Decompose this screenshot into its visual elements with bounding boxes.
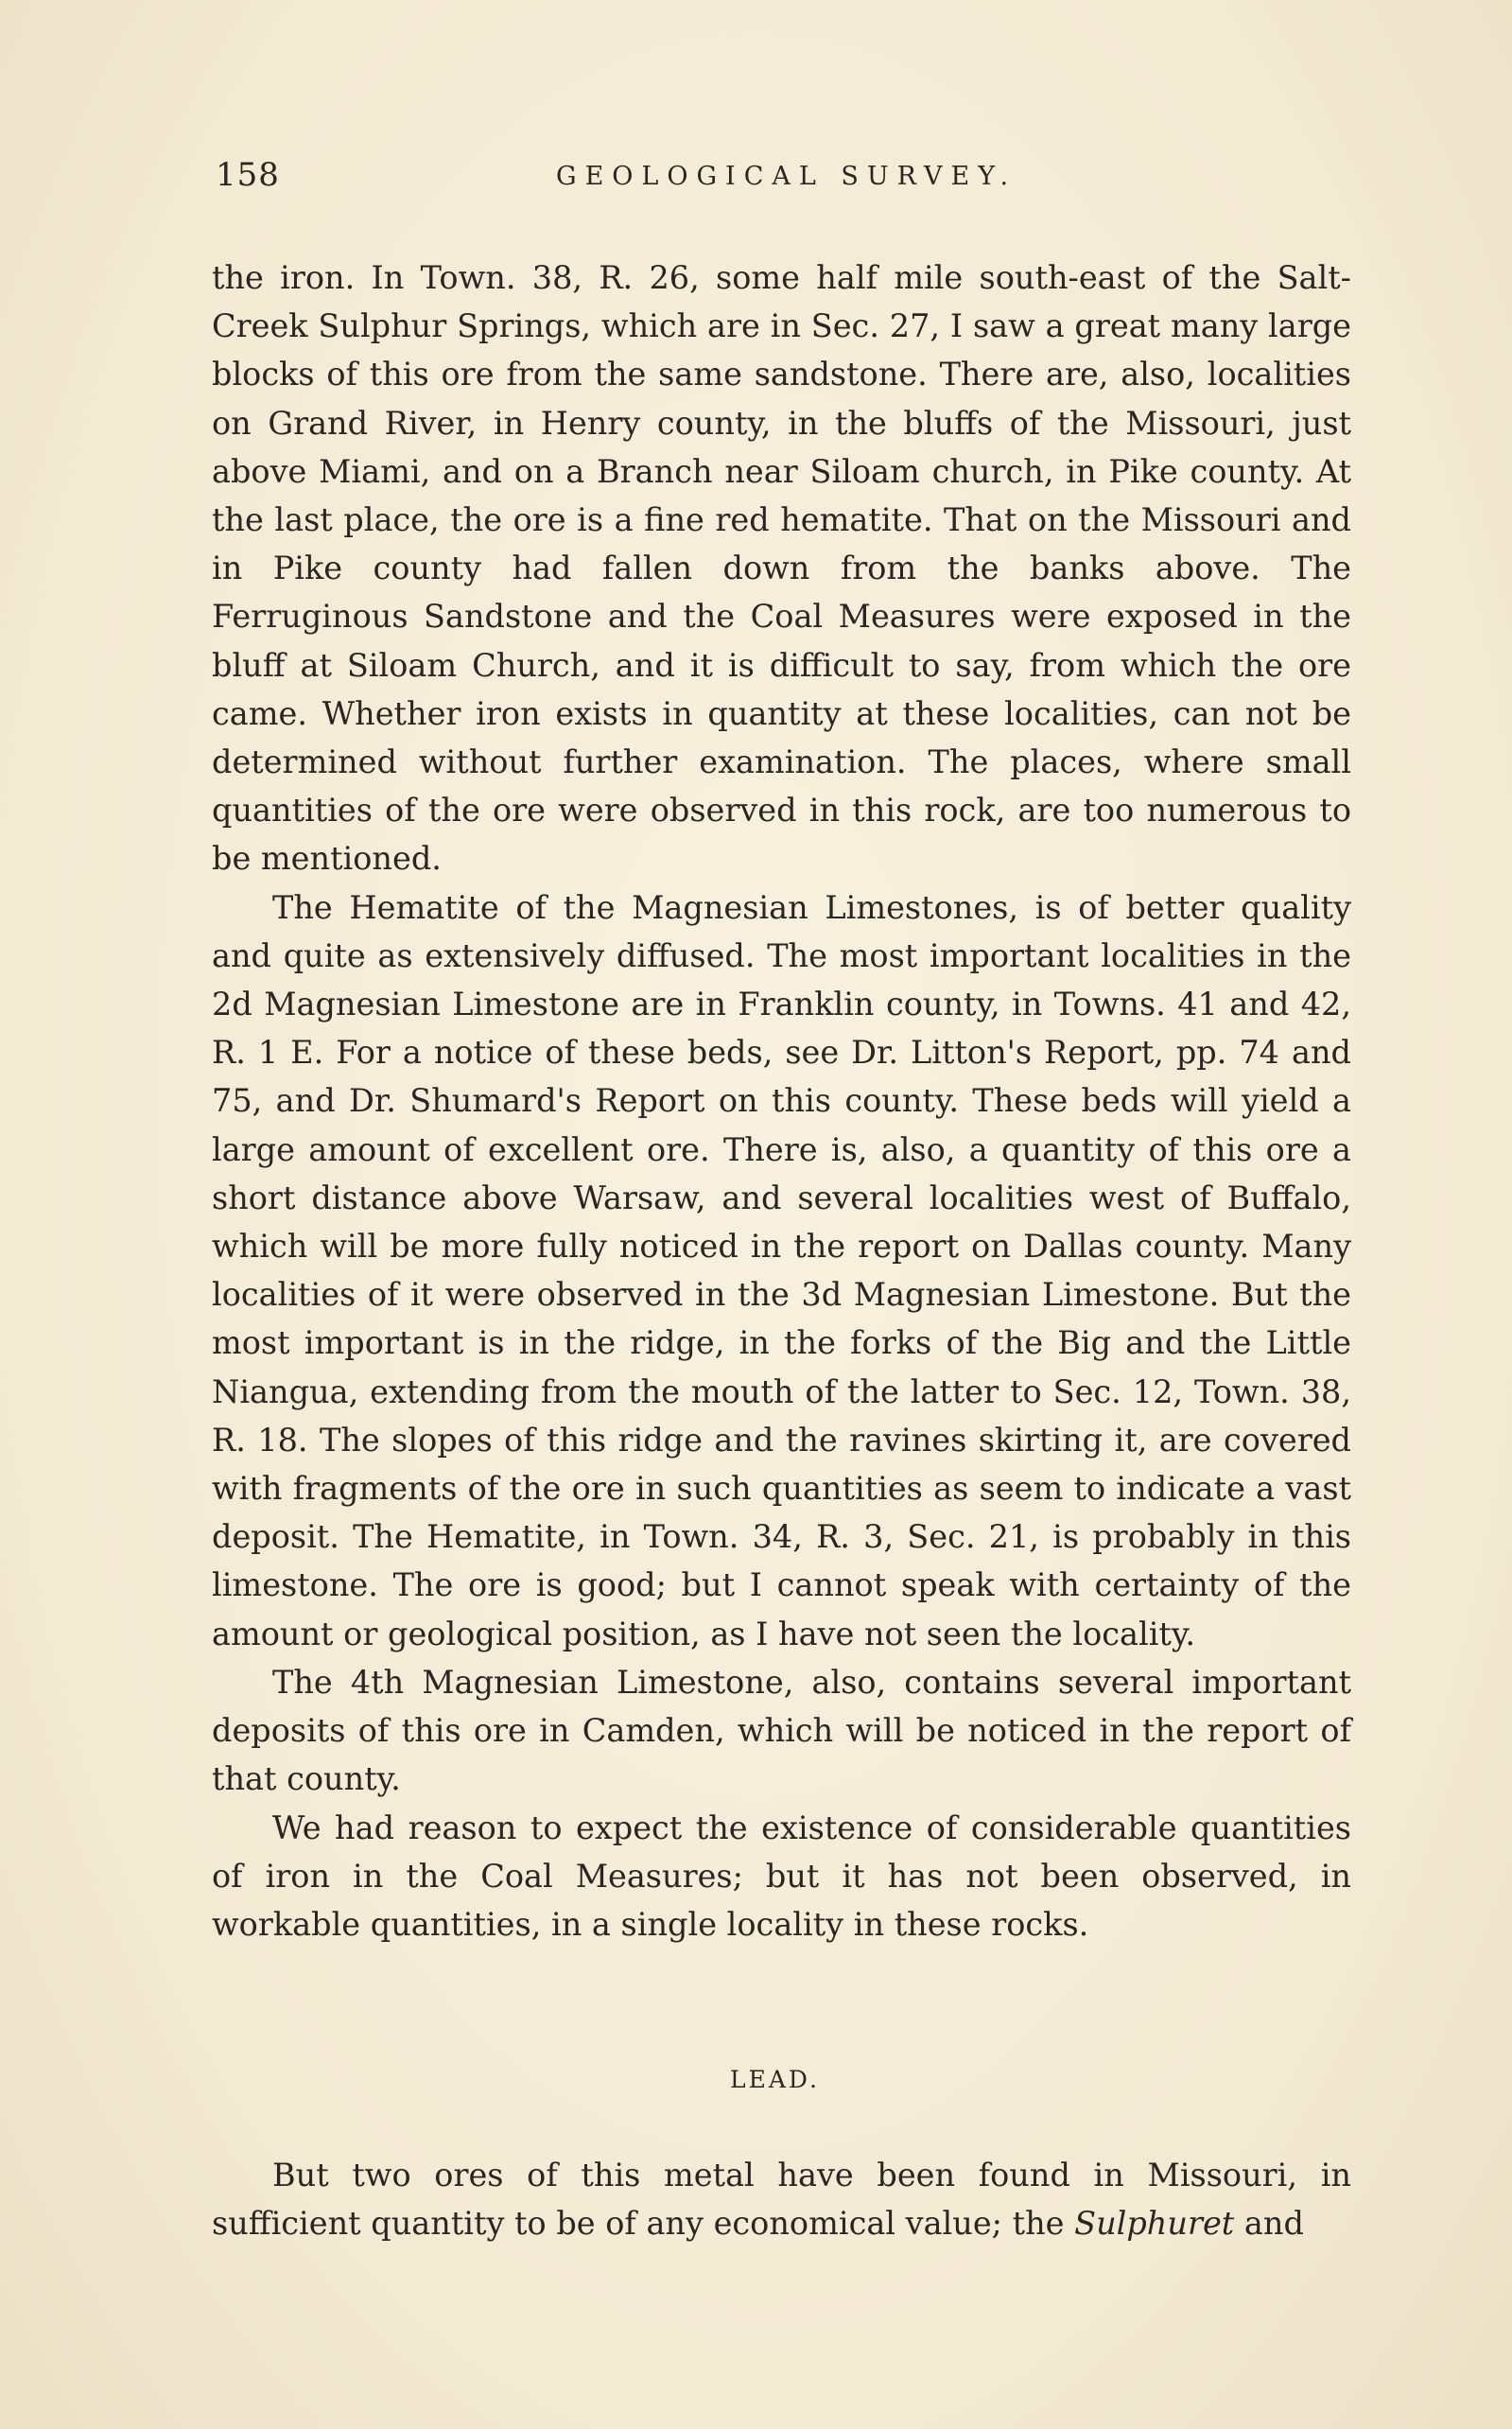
lead-italic-term: Sulphuret xyxy=(1074,2205,1235,2243)
lead-text-end: and xyxy=(1234,2205,1304,2243)
running-head: GEOLOGICAL SURVEY. xyxy=(556,162,1017,191)
paragraph-1: the iron. In Town. 38, R. 26, some half mile south-east of the Salt-Creek Sulphur Springs, which are in Sec. 27, I saw a great many large blocks of this ore from the same sandstone. There are, also, localities on Grand River, in Henry county, in the bluffs of the Missouri, just above Miami, and on a Branch near Siloam church, in Pike county. At the last place, the ore is a fine red hematite. That on the Missouri and in Pike county had fallen down from the banks above. The Ferruginous Sandstone and the Coal Measures were exposed in the bluff at Siloam Church, and it is difficult to say, from which the ore came. Whether iron exists in quantity at these localities, can not be determined without further examination. The places, where small quantities of the ore were observed in this rock, are too numerous to be mentioned. xyxy=(212,259,1351,878)
section-text xyxy=(212,2151,1351,2247)
section-heading: LEAD. xyxy=(729,2066,820,2093)
paragraph-lead xyxy=(212,2151,1351,2247)
lead-text-start: But two ores of this metal have been found in Missouri, in sufficient quantity to be of any economical value; the xyxy=(212,2157,1351,2243)
paragraph-2: The Hematite of the Magnesian Limestones, is of better quality and quite as extensively diffused. The most important localities in the 2d Magnesian Limestone are in Franklin county, in Towns. 41 and 42, R. 1 E. For a notice of these beds, see Dr. Litton's Report, pp. 74 and 75, and Dr. Shumard's Report on this county. These beds will yield a large amount of excellent ore. There is, also, a quantity of this ore a short distance above Warsaw, and several localities west of Buffalo, which will be more fully noticed in the report on Dallas county. Many localities of it were observed in the 3d Magnesian Limestone. But the most important is in the ridge, in the forks of the Big and the Little Niangua, extending from the mouth of the latter to Sec. 12, Town. 38, R. 18. The slopes of this ridge and the ravines skirting it, are covered with fragments of the ore in such quantities as seem to indicate a vast deposit. The Hematite, in Town. 34, R. 3, Sec. 21, is probably in this limestone. The ore is good; but I cannot speak with certainty of the amount or geological position, as I have not seen the locality. xyxy=(212,888,1351,1652)
paragraph-4: We had reason to expect the existence of considerable quantities of iron in the Coal Measures; but it has not been observed, in workable quantities, in a single locality in these rocks. xyxy=(212,1809,1351,1943)
page-number: 158 xyxy=(216,156,280,194)
paragraph-3: The 4th Magnesian Limestone, also, contains several important deposits of this ore in Camden, which will be noticed in the report of that county. xyxy=(212,1663,1351,1798)
main-text xyxy=(212,253,1351,1948)
page-header xyxy=(216,156,1350,203)
